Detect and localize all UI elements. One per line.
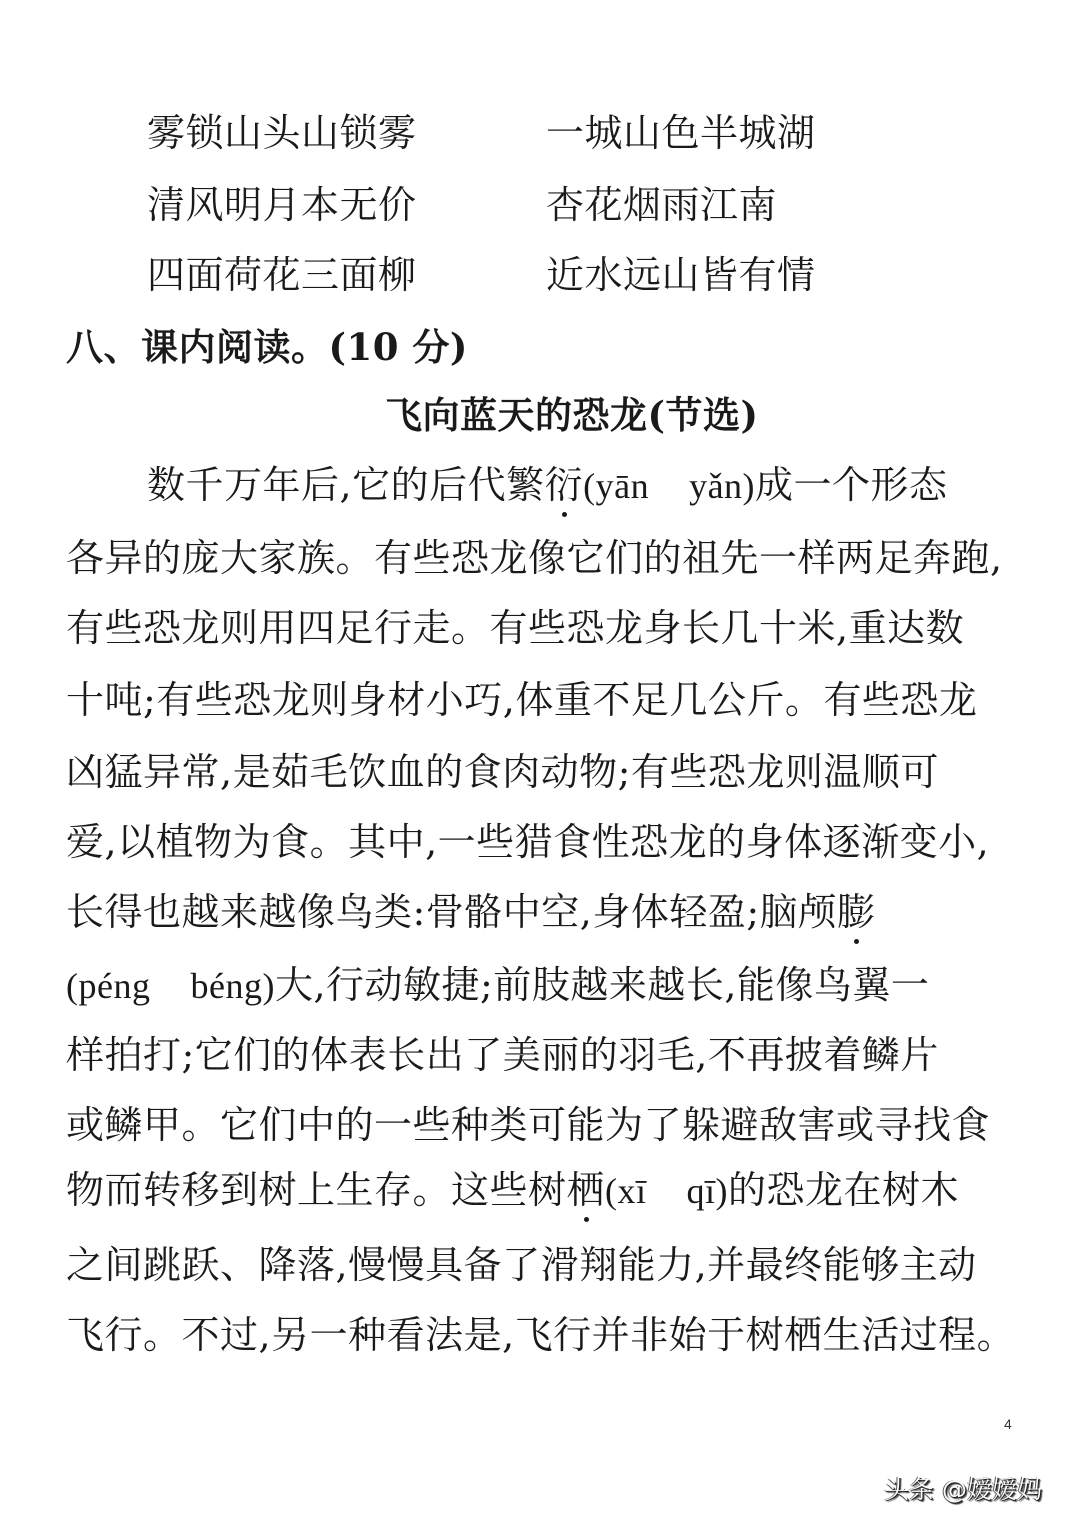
passage-line-13: 飞行。不过,另一种看法是,飞行并非始于树栖生活过程。 — [66, 1313, 1016, 1357]
pinyin-option-2: béng) — [190, 966, 275, 1006]
poem-row-1-right: 一城山色半城湖 — [546, 111, 816, 155]
text-segment: 成一个形态 — [755, 463, 948, 507]
passage-line-2: 各异的庞大家族。有些恐龙像它们的祖先一样两足奔跑, — [66, 536, 1003, 580]
poem-row-2-right: 杏花烟雨江南 — [546, 183, 778, 227]
dotted-character: 膨 — [836, 890, 876, 934]
passage-line-1 — [147, 463, 948, 508]
pinyin-option-1: (xī — [605, 1171, 647, 1211]
pinyin-option-1: (péng — [66, 966, 151, 1006]
poem-row-3-left: 四面荷花三面柳 — [147, 253, 417, 297]
passage-line-8 — [66, 963, 929, 1008]
poem-row-2-left: 清风明月本无价 — [147, 183, 417, 227]
passage-line-11 — [66, 1168, 959, 1213]
passage-line-10: 或鳞甲。它们中的一些种类可能为了躲避敌害或寻找食 — [66, 1103, 991, 1147]
pinyin-option-2: yǎn) — [689, 466, 756, 506]
pinyin-option-2: qī) — [686, 1171, 729, 1211]
page-number: 4 — [1004, 1416, 1012, 1432]
section-heading: 八、课内阅读。(10 分) — [66, 325, 468, 369]
poem-row-1-left: 雾锁山头山锁雾 — [147, 111, 417, 155]
passage-line-4: 十吨;有些恐龙则身材小巧,体重不足几公斤。有些恐龙 — [66, 678, 978, 722]
pinyin-option-1: (yān — [583, 466, 650, 506]
watermark: 头条 @嫒嫒妈 — [884, 1475, 1042, 1504]
passage-line-9: 样拍打;它们的体表长出了美丽的羽毛,不再披着鳞片 — [66, 1033, 939, 1077]
passage-line-12: 之间跳跃、降落,慢慢具备了滑翔能力,并最终能够主动 — [66, 1243, 977, 1287]
passage-line-6: 爱,以植物为食。其中,一些猎食性恐龙的身体逐渐变小, — [66, 820, 990, 864]
passage-line-3: 有些恐龙则用四足行走。有些恐龙身长几十米,重达数 — [66, 606, 965, 650]
passage-line-7 — [66, 890, 875, 934]
poem-row-3-right: 近水远山皆有情 — [546, 253, 816, 297]
text-segment: 长得也越来越像鸟类:骨骼中空,身体轻盈;脑颅 — [66, 890, 837, 934]
text-segment: 数千万年后,它的后代繁 — [147, 463, 545, 507]
dotted-character: 衍 — [544, 463, 584, 507]
text-segment: 物而转移到树上生存。这些树 — [66, 1168, 567, 1212]
passage-title: 飞向蓝天的恐龙(节选) — [385, 393, 759, 437]
text-segment: 大,行动敏捷;前肢越来越长,能像鸟翼一 — [274, 963, 930, 1007]
text-segment: 的恐龙在树木 — [728, 1168, 960, 1212]
dotted-character: 栖 — [566, 1168, 606, 1212]
passage-line-5: 凶猛异常,是茹毛饮血的食肉动物;有些恐龙则温顺可 — [66, 750, 939, 794]
